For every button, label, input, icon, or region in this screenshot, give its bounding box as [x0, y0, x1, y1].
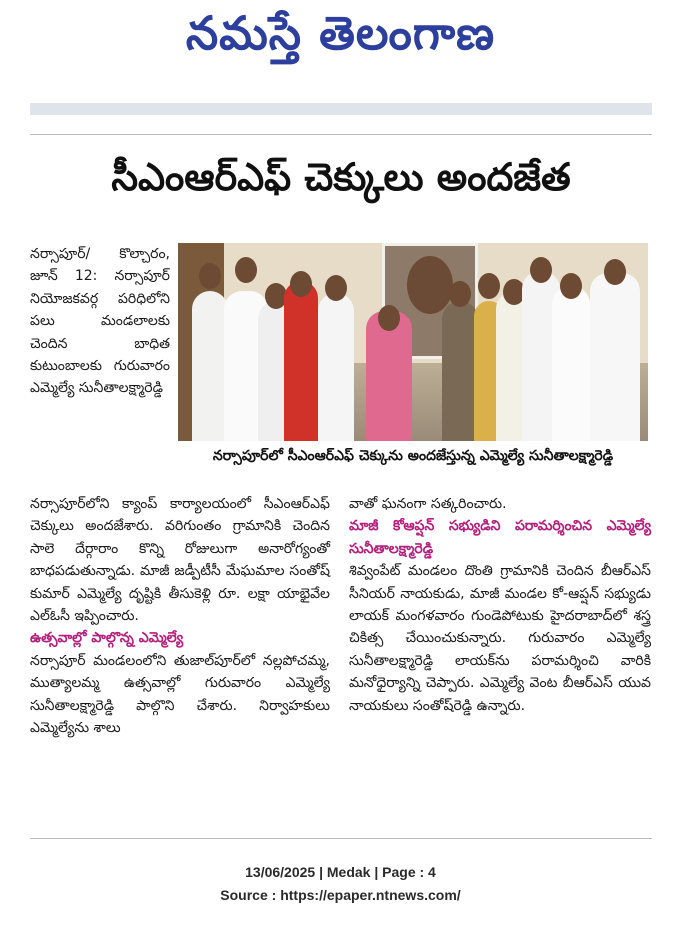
festival-paragraph-end: వాతో ఘనంగా సత్కరించారు. [349, 496, 507, 512]
header-divider [30, 103, 652, 115]
headline-top-rule [30, 134, 652, 135]
left-column [30, 493, 330, 739]
news-photo [178, 243, 648, 441]
festival-paragraph: నర్సాపూర్ మండలంలోని తుజాల్‌పూర్‌లో నల్లపోచమ్మ, ముత్యాలమ్మ ఉత్సవాల్లో గురువారం ఎమ్మెల్యే సునీతాలక్ష్మారెడ్డి పాల్గొని చేశారు. నిర్వాహకులు ఎమ్మెల్యేను శాలు [30, 652, 330, 737]
article-bottom-rule [30, 838, 652, 839]
footer-date-line: 13/06/2025 | Medak | Page : 4 [245, 864, 436, 880]
photo-caption: నర్సాపూర్‌లో సీఎంఆర్‌ఎఫ్ చెక్కును అందజేస్తున్న ఎమ్మెల్యే సునీతాలక్ష్మారెడ్డి [178, 443, 648, 469]
lead-paragraph-continued: నర్సాపూర్‌లోని క్యాంప్ కార్యాలయంలో సీఎంఆర్‌ఎఫ్ చెక్కులు అందజేశారు. వరిగుంతం గ్రామానికి చెందిన సాలె దేర్గారాం కొన్ని రోజులుగా అనారోగ్యంతో బాధపడుతున్నాడు. మాజీ జడ్పీటీసీ మేఘమాల సంతోష్ కుమార్ ఎమ్మెల్యే దృష్టికి తీసుకెళ్లి రూ. లక్షా యాభైవేల ఎల్‌ఓసీ ఇప్పించారు. [30, 496, 330, 625]
article-headline: సీఎంఆర్‌ఎఫ్ చెక్కులు అందజేత [111, 155, 571, 199]
lead-paragraph-narrow: నర్సాపూర్/ కొల్చారం, జూన్ 12: నర్సాపూర్ నియోజకవర్గ పరిధిలోని పలు మండలాలకు చెందిన బాధిత కుటుంబాలకు గురువారం ఎమ్మెల్యే సునీతాలక్ష్మారెడ్డి [30, 246, 170, 397]
footer-source-line: Source : https://epaper.ntnews.com/ [220, 887, 461, 903]
visit-paragraph: శివ్వంపేట్ మండలం దొంతి గ్రామానికి చెందిన బీఆర్‌ఎస్ సీనియర్ నాయకుడు, మాజీ మండల కో-ఆప్షన్ సభ్యుడు లాయక్ మంగళవారం గుండెపోటుకు హైదరాబాద్‌లో శస్త్ర చికిత్స చేయించుకున్నారు. గురువారం ఎమ్మెల్యే సునీతాలక్ష్మారెడ్డి లాయక్‌ను పరామర్శించి వారికి మనోధైర్యాన్ని చెప్పారు. ఎమ్మెల్యే వెంట బీఆర్‌ఎస్ యువ నాయకులు సంతోష్‌రెడ్డి ఉన్నారు. [349, 563, 651, 714]
subhead-festival: ఉత్సవాల్లో పాల్గొన్న ఎమ్మెల్యే [30, 630, 184, 647]
subhead-visit: మాజీ కోఆప్షన్ సభ్యుడిని పరామర్శించిన ఎమ్మెల్యే సునీతాలక్ష్మారెడ్డి [349, 518, 651, 557]
masthead [0, 0, 681, 90]
right-column [349, 493, 651, 717]
newspaper-logo: నమస్తే తెలంగాణ [185, 6, 496, 60]
